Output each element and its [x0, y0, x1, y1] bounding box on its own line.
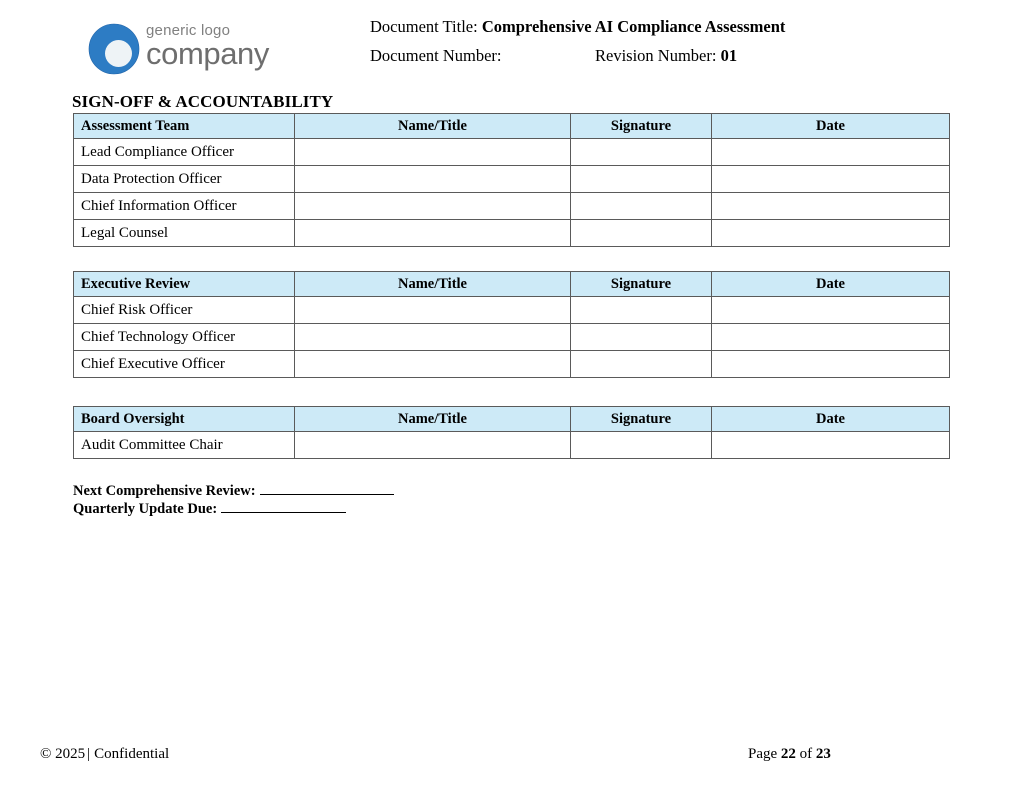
document-title-label: Document Title: [370, 17, 478, 36]
logo-tagline: generic logo [146, 22, 231, 39]
column-header-signature: Signature [571, 272, 712, 297]
role-cell: Data Protection Officer [74, 166, 295, 193]
document-title-value: Comprehensive AI Compliance Assessment [481, 17, 786, 36]
table-row [74, 351, 950, 378]
name-title-cell[interactable] [295, 139, 571, 166]
company-logo [88, 10, 308, 70]
signature-cell[interactable] [571, 166, 712, 193]
column-header-date: Date [712, 272, 950, 297]
page-header [0, 0, 1024, 80]
role-cell: Chief Risk Officer [74, 297, 295, 324]
review-schedule [73, 482, 394, 518]
company-logo-circle-icon [88, 22, 144, 78]
copyright-text: © 2025 [40, 746, 86, 762]
column-header-role: Executive Review [74, 272, 295, 297]
revision-number-value: 01 [720, 46, 738, 65]
signature-cell[interactable] [571, 324, 712, 351]
name-title-cell[interactable] [295, 432, 571, 459]
document-number-label: Document Number: [370, 46, 502, 65]
table-row [74, 166, 950, 193]
next-comprehensive-review-input[interactable] [260, 483, 394, 495]
confidentiality-label: Confidential [94, 746, 170, 762]
name-title-cell[interactable] [295, 324, 571, 351]
column-header-role: Board Oversight [74, 407, 295, 432]
name-title-cell[interactable] [295, 220, 571, 247]
footer-separator: | [87, 746, 91, 762]
column-header-signature: Signature [571, 114, 712, 139]
signature-cell[interactable] [571, 220, 712, 247]
column-header-date: Date [712, 114, 950, 139]
revision-number-label: Revision Number: [595, 46, 717, 65]
name-title-cell[interactable] [295, 193, 571, 220]
quarterly-update-due-input[interactable] [221, 501, 346, 513]
table-header-row [74, 272, 950, 297]
role-cell: Lead Compliance Officer [74, 139, 295, 166]
footer-left [40, 746, 169, 763]
page-prefix-label: Page [748, 746, 778, 762]
document-title-row [370, 12, 785, 41]
column-header-signature: Signature [571, 407, 712, 432]
next-comprehensive-review-row [73, 482, 394, 500]
page-footer [0, 746, 1024, 776]
column-header-name-title: Name/Title [295, 114, 571, 139]
signature-cell[interactable] [571, 297, 712, 324]
table-row [74, 193, 950, 220]
date-cell[interactable] [712, 351, 950, 378]
company-logo-text [146, 23, 316, 70]
page-of-label: of [799, 746, 813, 762]
role-cell: Audit Committee Chair [74, 432, 295, 459]
document-metadata [370, 12, 785, 70]
column-header-role: Assessment Team [74, 114, 295, 139]
name-title-cell[interactable] [295, 297, 571, 324]
quarterly-update-due-row [73, 500, 394, 518]
role-cell: Chief Technology Officer [74, 324, 295, 351]
name-title-cell[interactable] [295, 351, 571, 378]
signature-cell[interactable] [571, 139, 712, 166]
table-row [74, 432, 950, 459]
table-row [74, 220, 950, 247]
next-comprehensive-review-label: Next Comprehensive Review: [73, 483, 256, 499]
signature-cell[interactable] [571, 193, 712, 220]
page-number [748, 746, 831, 763]
signature-cell[interactable] [571, 432, 712, 459]
table-row [74, 139, 950, 166]
date-cell[interactable] [712, 193, 950, 220]
date-cell[interactable] [712, 220, 950, 247]
page-current-number: 22 [780, 746, 796, 762]
logo-company-name: company [146, 36, 269, 71]
executive-review-table [73, 271, 950, 378]
role-cell: Chief Information Officer [74, 193, 295, 220]
revision-number-row [595, 41, 737, 70]
section-heading: SIGN-OFF & ACCOUNTABILITY [72, 92, 334, 111]
date-cell[interactable] [712, 166, 950, 193]
page-total-number: 23 [815, 746, 831, 762]
document-number-row [370, 41, 785, 70]
table-row [74, 324, 950, 351]
date-cell[interactable] [712, 139, 950, 166]
signature-cell[interactable] [571, 351, 712, 378]
name-title-cell[interactable] [295, 166, 571, 193]
column-header-date: Date [712, 407, 950, 432]
assessment-team-table [73, 113, 950, 247]
role-cell: Legal Counsel [74, 220, 295, 247]
board-oversight-table [73, 406, 950, 459]
column-header-name-title: Name/Title [295, 407, 571, 432]
date-cell[interactable] [712, 324, 950, 351]
date-cell[interactable] [712, 432, 950, 459]
table-header-row [74, 407, 950, 432]
role-cell: Chief Executive Officer [74, 351, 295, 378]
quarterly-update-due-label: Quarterly Update Due: [73, 501, 218, 517]
table-row [74, 297, 950, 324]
table-header-row [74, 114, 950, 139]
column-header-name-title: Name/Title [295, 272, 571, 297]
date-cell[interactable] [712, 297, 950, 324]
